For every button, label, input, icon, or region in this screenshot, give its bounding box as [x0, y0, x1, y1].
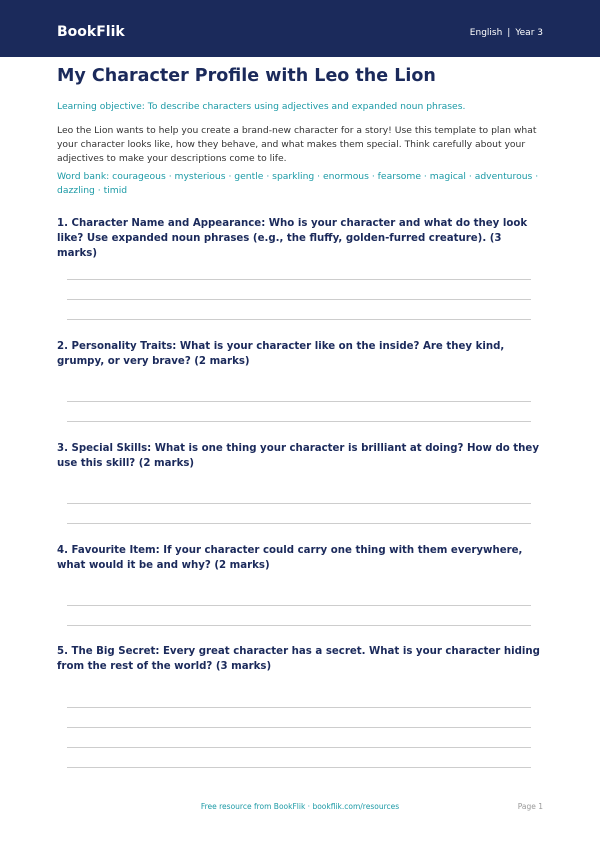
- brand-logo: BookFlik: [57, 24, 125, 40]
- question-3-text: 3. Special Skills: What is one thing your character is brilliant at doing? How do they use this skill? (2 marks): [57, 443, 539, 469]
- answer-line[interactable]: [67, 319, 531, 320]
- answer-line[interactable]: [67, 299, 531, 300]
- answer-line[interactable]: [67, 767, 531, 768]
- year-label: Year 3: [515, 28, 543, 38]
- question-1-text: 1. Character Name and Appearance: Who is your character and what do they look like? Use expanded noun phrases (e.g., the fluffy, golden-furred creature). (3 marks): [57, 218, 528, 259]
- answer-line[interactable]: [67, 605, 531, 606]
- answer-line[interactable]: [67, 747, 531, 748]
- question-4: [57, 543, 543, 573]
- footer-source: Free resource from BookFlik · bookflik.com/resources: [200, 802, 400, 811]
- question-4-text: 4. Favourite Item: If your character could carry one thing with them everywhere, what would it be and why? (2 marks): [57, 545, 523, 571]
- learning-objective: Learning objective: To describe characters using adjectives and expanded noun phrases.: [57, 101, 466, 112]
- intro-paragraph: Leo the Lion wants to help you create a brand-new character for a story! Use this template to plan what your character looks like, how they behave, and what makes them special. Think carefully about your adjectives to make your descriptions come to life.: [57, 125, 537, 164]
- answer-line[interactable]: [67, 727, 531, 728]
- subject-label: English: [469, 28, 503, 38]
- meta-separator: |: [507, 28, 511, 38]
- header-bar: [0, 0, 600, 57]
- word-bank: Word bank: courageous · mysterious · gentle · sparkling · enormous · fearsome · magical · adventurous · dazzling · timid: [57, 171, 539, 196]
- question-3: [57, 441, 543, 471]
- answer-line[interactable]: [67, 279, 531, 280]
- answer-line[interactable]: [67, 523, 531, 524]
- answer-line[interactable]: [67, 625, 531, 626]
- answer-line[interactable]: [67, 421, 531, 422]
- question-5: [57, 644, 543, 674]
- intro-section: [57, 64, 543, 197]
- page-title: My Character Profile with Leo the Lion: [57, 66, 436, 86]
- subject-year: [470, 28, 543, 38]
- question-5-text: 5. The Big Secret: Every great character has a secret. What is your character hiding from the rest of the world? (3 marks): [57, 646, 540, 672]
- answer-line[interactable]: [67, 401, 531, 402]
- question-2-text: 2. Personality Traits: What is your character like on the inside? Are they kind, grumpy, or very brave? (2 marks): [57, 341, 505, 367]
- answer-line[interactable]: [67, 707, 531, 708]
- answer-line[interactable]: [67, 503, 531, 504]
- page-number: Page 1: [517, 802, 543, 811]
- question-1: [57, 216, 543, 261]
- question-2: [57, 339, 543, 369]
